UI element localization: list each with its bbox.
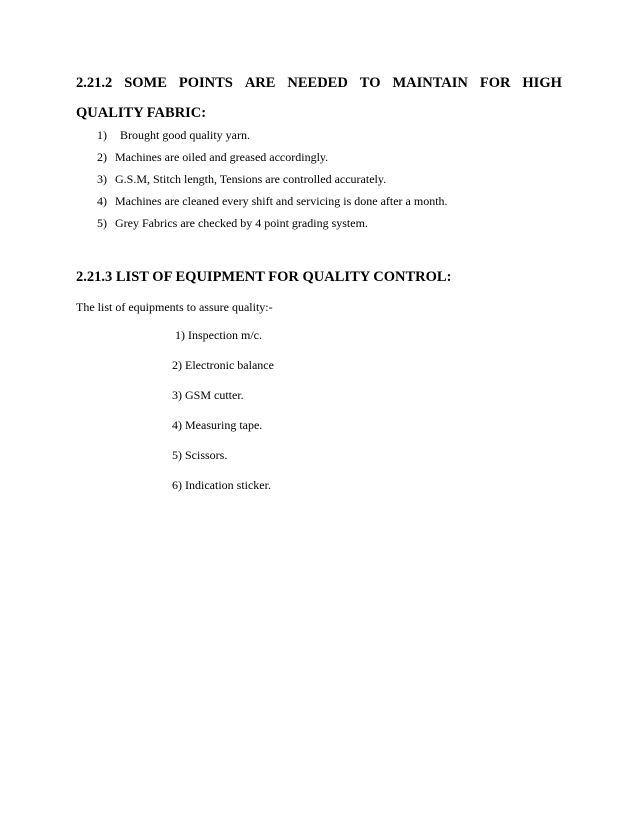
list-item-text: Machines are oiled and greased accordingly. — [115, 150, 329, 164]
heading-line-2: QUALITY FABRIC: — [76, 105, 207, 121]
list-item — [97, 150, 448, 164]
list-item: 1) Inspection m/c. — [175, 328, 262, 342]
equipment-intro-text: The list of equipments to assure quality:- — [76, 300, 273, 314]
section-heading-equipment-list: 2.21.3 LIST OF EQUIPMENT FOR QUALITY CONTROL: — [76, 269, 452, 285]
list-item: 2) Electronic balance — [172, 358, 274, 372]
section-heading-quality-points — [76, 73, 562, 123]
list-item-number: 5) — [97, 216, 107, 230]
list-item: 4) Measuring tape. — [172, 418, 263, 432]
heading-word: FOR — [479, 75, 511, 91]
list-item — [97, 172, 448, 186]
heading-word: SOME — [124, 75, 167, 91]
list-item — [97, 128, 448, 142]
list-item-number: 3) — [97, 172, 107, 186]
list-item: 5) Scissors. — [172, 448, 228, 462]
heading-word: ARE — [244, 75, 276, 91]
heading-word: TO — [359, 75, 381, 91]
list-item-number: 4) — [97, 194, 107, 208]
list-item-text: Brought good quality yarn. — [120, 128, 250, 142]
list-item-number: 2) — [97, 150, 107, 164]
heading-word: MAINTAIN — [392, 75, 468, 91]
list-item-text: Grey Fabrics are checked by 4 point grading system. — [115, 216, 368, 230]
heading-word: 2.21.2 — [76, 75, 113, 91]
heading-word: POINTS — [178, 75, 233, 91]
list-item-text: Machines are cleaned every shift and servicing is done after a month. — [115, 194, 448, 208]
list-item: 6) Indication sticker. — [172, 478, 271, 492]
list-item — [97, 194, 448, 208]
heading-line-1 — [76, 73, 562, 93]
list-item — [97, 216, 448, 230]
list-item-text: G.S.M, Stitch length, Tensions are controlled accurately. — [115, 172, 387, 186]
quality-points-list — [97, 128, 448, 238]
equipment-list — [172, 328, 274, 508]
list-item: 3) GSM cutter. — [172, 388, 244, 402]
heading-word: NEEDED — [287, 75, 348, 91]
list-item-number: 1) — [97, 128, 107, 142]
heading-word: HIGH — [522, 75, 562, 91]
